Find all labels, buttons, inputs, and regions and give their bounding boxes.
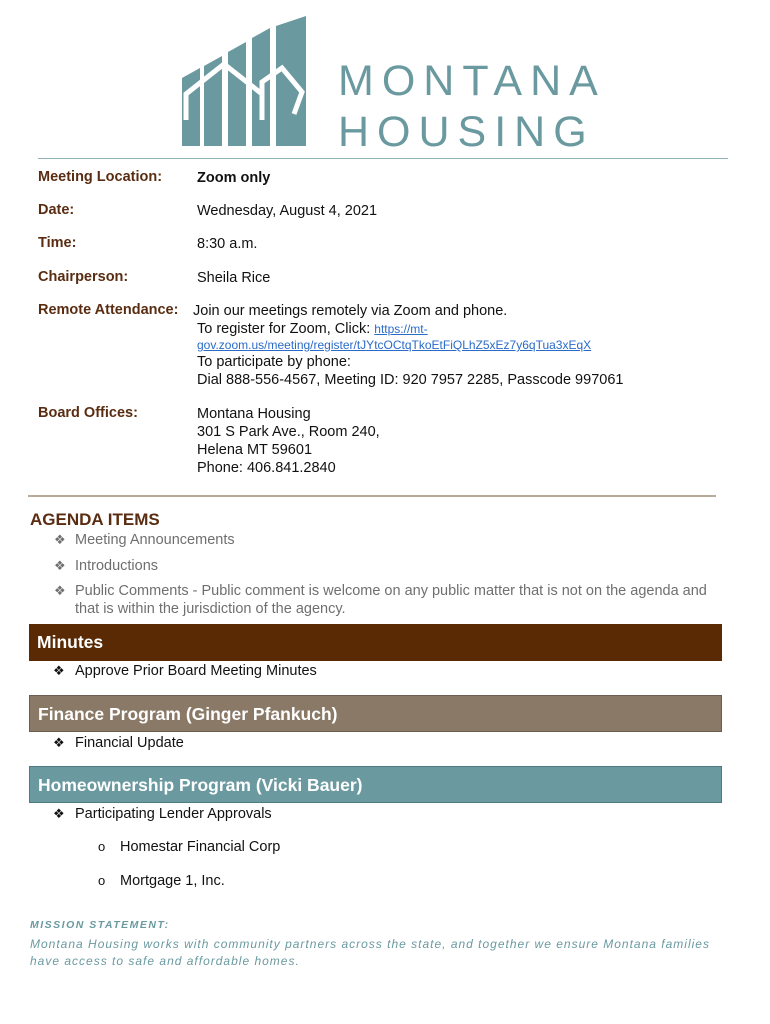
chairperson-label: Chairperson: [38, 269, 129, 285]
agenda-item: ❖ Meeting Announcements [54, 532, 235, 548]
finance-item: ❖ Financial Update [53, 735, 184, 751]
diamond-bullet-icon: ❖ [54, 583, 66, 598]
minutes-item: ❖ Approve Prior Board Meeting Minutes [53, 663, 317, 679]
zoom-register-link-part2[interactable]: gov.zoom.us/meeting/register/tJYtcOCtqTkoEtFiQLhZ5xEz7y6qTua3xEqX [197, 338, 592, 352]
brand-name-line1: MONTANA [338, 57, 606, 105]
finance-section-header: Finance Program (Ginger Pfankuch) [29, 695, 722, 732]
lender-item: o Mortgage 1, Inc. [98, 873, 225, 889]
phone-dial-info: Dial 888-556-4567, Meeting ID: 920 7957 2285, Passcode 997061 [197, 372, 624, 388]
board-offices-address [197, 405, 380, 477]
homeownership-section-header: Homeownership Program (Vicki Bauer) [29, 766, 722, 803]
office-name: Montana Housing [197, 406, 311, 422]
lender-item: o Homestar Financial Corp [98, 839, 281, 855]
date-value: Wednesday, August 4, 2021 [197, 203, 378, 219]
agenda-title: AGENDA ITEMS [30, 510, 160, 529]
time-value: 8:30 a.m. [197, 236, 258, 252]
header-divider [38, 158, 728, 159]
office-phone: Phone: 406.841.2840 [197, 460, 336, 476]
agenda-item: ❖ Introductions [54, 558, 159, 574]
meeting-location-label: Meeting Location: [38, 169, 163, 185]
diamond-bullet-icon: ❖ [53, 735, 65, 750]
office-street: 301 S Park Ave., Room 240, [197, 424, 380, 440]
diamond-bullet-icon: ❖ [53, 806, 65, 821]
office-city: Helena MT 59601 [197, 442, 313, 458]
section-divider [28, 495, 716, 497]
time-label: Time: [38, 235, 77, 251]
remote-attendance-label: Remote Attendance: [38, 302, 179, 318]
meeting-location-value: Zoom only [197, 170, 271, 186]
phone-participate-text: To participate by phone: [197, 354, 351, 370]
homeownership-item: ❖ Participating Lender Approvals [53, 806, 272, 822]
remote-attendance-intro: Join our meetings remotely via Zoom and phone. [193, 303, 508, 319]
agenda-item: ❖ Public Comments - Public comment is welcome on any public matter that is not on the agenda and that is within the jurisdiction of the agency. [54, 583, 707, 617]
chairperson-value: Sheila Rice [197, 270, 271, 286]
mission-statement-label: MISSION STATEMENT: [30, 919, 170, 931]
diamond-bullet-icon: ❖ [53, 663, 65, 678]
circle-bullet-icon: o [98, 873, 106, 888]
zoom-link-line [197, 336, 591, 354]
zoom-register-text: To register for Zoom, Click: [197, 321, 371, 337]
circle-bullet-icon: o [98, 839, 106, 854]
board-offices-label: Board Offices: [38, 405, 138, 421]
diamond-bullet-icon: ❖ [54, 532, 66, 547]
diamond-bullet-icon: ❖ [54, 558, 66, 573]
minutes-section-header: Minutes [29, 624, 722, 661]
brand-name-line2: HOUSING [338, 108, 595, 156]
mission-statement-text: Montana Housing works with community partners across the state, and together we ensure Montana families have access to safe and affordable homes. [30, 937, 710, 968]
zoom-register-link-part1[interactable]: https://mt- [374, 322, 428, 336]
date-label: Date: [38, 202, 75, 218]
montana-housing-logo-icon [178, 16, 310, 148]
